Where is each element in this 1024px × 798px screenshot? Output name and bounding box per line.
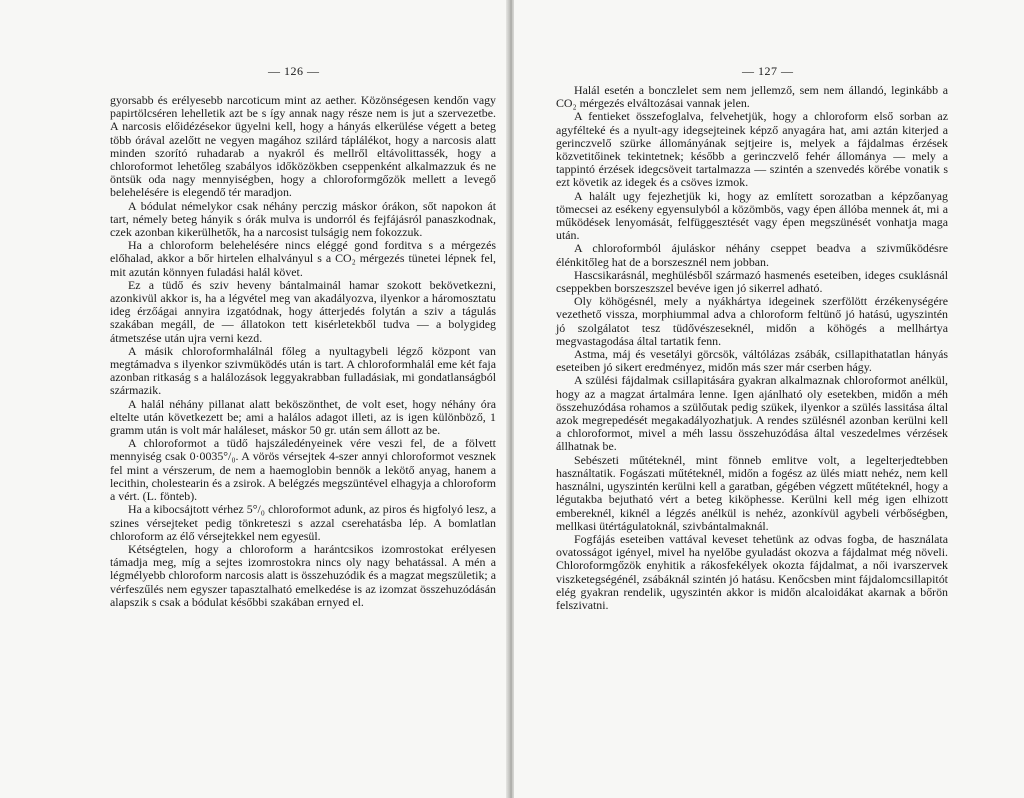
paragraph: Halál esetén a bonczlelet sem nem jellemző, sem nem állandó, leginkább a CO₂ mérgezés elváltozásai vannak jelen.	[556, 83, 948, 111]
paragraph: A fentieket összefoglalva, felvehetjük, hogy a chloroform első sorban az agyfélteké és a nyult-agy idegsejteinek képző anyagára hat, ami aztán kiterjed a gerinczvelő szürke állományának sejtjeire is, melyek a fájdalmas érzések közvetitőinek tekintetnek; később a gerinczvelő fehér állománya — mely a tappintó érzések idegcsöveit tartalmazza — szintén a szenvedés körébe vonatik s ezt követik az idegek és a csöves izmok.	[556, 109, 948, 190]
paragraph: gyorsabb és erélyesebb narcoticum mint az aether. Közönségesen kendőn vagy papirtölcséren lehelletik azt be s így annak nagy része nem is jut a szervezetbe. A narcosis előidézésekor ügyelni kell, hogy a hányás elkerülése végett a beteg több órával azelőtt ne vegyen magához szilárd táplálékot, hogy a narcosis alatt minden szorító ruhadarab a nyakról és mellről eltávolittassék, hogy a chloroformot lehetőleg szabályos időközökben cseppenként alkalmazzuk és ne öntsük oda nagy mennyiségben, hogy a chloroformgőzök mellett a levegő belehelésére is elegendő tér maradjon.	[110, 93, 496, 200]
paragraph: Ez a tüdő és sziv heveny bántalmainál hamar szokott bekövetkezni, azonkivül akkor is, ha a légvétel meg van akadályozva, ilyenkor a háromosztatu ideg érzőágai annyira izgatódnak, hogy átterjedés folytán a sziv a tágulás szakában megáll, de — állatokon tett kisérletekből tudva — a bolygideg átmetszése után ujra verni kezd.	[110, 277, 496, 345]
page-number: — 127 —	[742, 64, 794, 78]
paragraph: A bódulat némelykor csak néhány perczig máskor órákon, sőt napokon át tart, némely beteg hányik s órák mulva is undorról és fejfájásról panaszkodnak, czek azonban kikerülhetők, ha a narcosist tulságig nem fokozzuk.	[110, 198, 496, 240]
paragraph: Kétségtelen, hogy a chloroform a harántcsikos izomrostokat erélyesen támadja meg, míg a sejtes izomrostokra nincs oly nagy behatással. A mén a légmélyebb chloroform narcosis alatt is összehuzódik és a magzat megszületik; a vérfeszűlés nem egyszer tapasztalható emelkedése is az izomzat összehuzódásán alapszik s csak a bódulat későbbi szakában ernyed el.	[110, 541, 496, 609]
right-page	[514, 0, 1024, 798]
page-body	[110, 94, 496, 609]
paragraph: Sebészeti műtéteknél, mint fönneb emlitve volt, a legelterjedtebben használtatik. Fogászati műtéteknél, midőn a fogész az ülés miatt nehéz, nem kell használni, ugyszintén kerülni kell a garatban, gégében végzett műtéteknél, hogy a légutakba bejutható vért a beteg kiköphesse. Kerülni kell még igen elhizott embereknél, kiknél a légzés anélkül is nehéz, azonkívül agybeli vérbőségben, mellkasi ütértágulatoknál, szivbántalmaknál.	[556, 452, 948, 533]
paragraph: A chloroformból ájuláskor néhány cseppet beadva a szivműködésre élénkitőleg hat de a borszesznél nem jobban.	[556, 241, 948, 269]
page-body	[556, 84, 948, 612]
page-number: — 126 —	[268, 64, 320, 78]
paragraph: Ha a kibocsájtott vérhez 5°/₀ chloroformot adunk, az piros és higfolyó lesz, a szines vérsejteket pedig tönkreteszi s azzal cserehatásba lép. A bomlatlan chloroform az élő vérsejtekkel nem egyesül.	[110, 502, 496, 543]
paragraph: Ha a chloroform belehelésére nincs eléggé gond forditva s a mérgezés előhalad, akkor a bőr hirtelen elhalványul s a CO₂ mérgezés tünetei lépnek fel, mit azután könnyen fuladási halál követ.	[110, 238, 496, 279]
paragraph: Oly köhögésnél, mely a nyákhártya idegeinek szerfölött érzékenységére vezethető vissza, morphiummal adva a chloroform feltünő jó hatású, ugyszintén jó szolgálatot tesz tüdővészeseknél, midőn a köhögés a mellhártya megvastagodása által tartatik fenn.	[556, 294, 948, 348]
paragraph: A szülési fájdalmak csillapitására gyakran alkalmaznak chloroformot anélkül, hogy az a magzat ártalmára lenne. Igen ajánlható oly esetekben, midőn a méh összehuzódása rohamos a szülőutak pedig szükek, ilyenkor a szülés lassitása által azok megrepedését megakadályozhatjuk. A rendes szülésnél azonban kerülni kell a chloroformot, mivel a méh lassu összehuzódása által veszedelmes vérzések állhatnak be.	[556, 373, 948, 454]
paragraph: A másik chloroformhalálnál főleg a nyultagybeli légző központ van megtámadva s ilyenkor szivmüködés után is tart. A chloroformhalál eme két faja azonban ritkaság s a halálozások leggyakrabban fulladásiak, mi gondatlanságból származik.	[110, 343, 496, 398]
paragraph: A halált ugy fejezhetjük ki, hogy az említett sorozatban a képzőanyag tömecsei az esékeny egyensulyból a közömbös, vagy épen állóba mennek át, mi a működések lenyomását, felfüggesztését vagy épen megszünését vonhatja maga után.	[556, 188, 948, 243]
paragraph: Fogfájás eseteiben vattával keveset tehetünk az odvas fogba, de használata ovatosságot igényel, mivel ha nyelőbe gyuladást okozva a fájdalmat még növeli. Chloroformgőzök enyhitik a rákosfekélyek okozta fájdalmat, a női ivarszervek viszketegségénél, zsábáknál szintén jó hatásu. Kenőcsben mint fájdalomcsillapitót elég gyakran rendelik, ugyszintén akkor is midőn alcaloidákat akarnak a bőrön felszivatni.	[556, 531, 948, 612]
paragraph: Astma, máj és vesetályi görcsök, váltólázas zsábák, csillapithatatlan hányás eseteiben jó sikert eredményez, midőn más szer már cserben hágy.	[556, 347, 948, 375]
paragraph: A chloroformot a tüdő hajszáledényeinek vére veszi fel, de a fölvett mennyiség csak 0·0035°/₀. A vörös vérsejtek 4-szer annyi chloroformot vesznek fel mint a vérszerum, de nem a haemoglobin bennök a lekötő anyag, hanem a lecithin, cholestearin és a zsirok. A belégzés megszüntével elhagyja a chloroform a vért. (L. fönteb).	[110, 436, 496, 504]
paragraph: A halál néhány pillanat alatt beköszönthet, de volt eset, hogy néhány óra eltelte után következett be; ami a halálos adagot illeti, az is igen különböző, 1 gramm után is volt már haláleset, máskor 50 gr. után sem állott az be.	[110, 396, 496, 438]
left-page	[0, 0, 508, 798]
paragraph: Hascsikarásnál, meghülésből származó hasmenés eseteiben, ideges csuklásnál cseppekben borszeszszel bevéve igen jó sikerrel adható.	[556, 267, 948, 296]
